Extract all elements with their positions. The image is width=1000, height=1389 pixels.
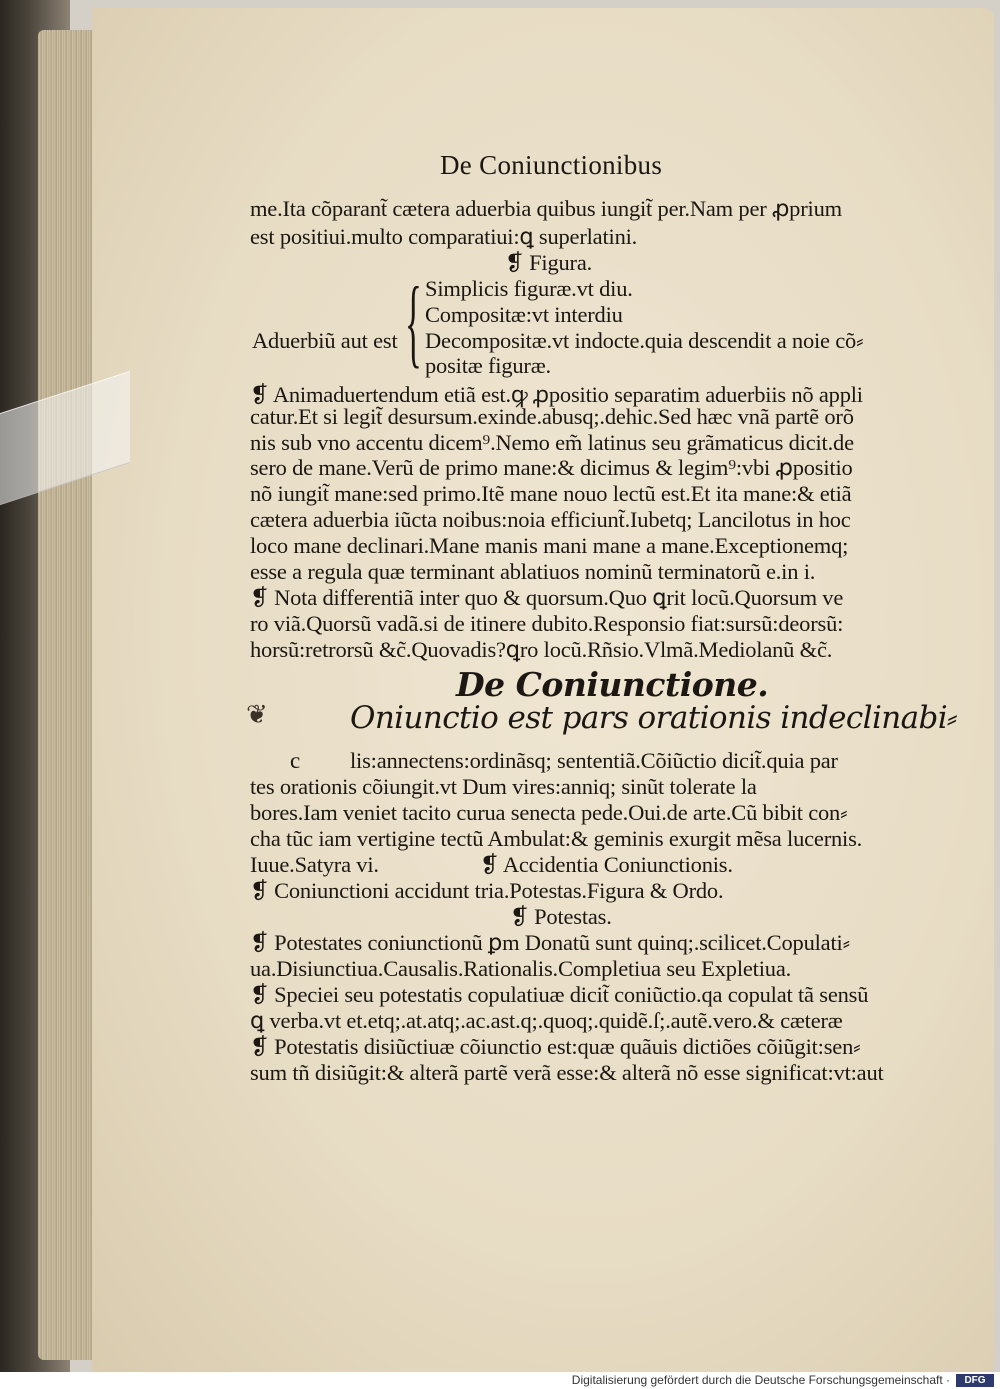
text-line: nõ iungit̃ mane:sed primo.Itẽ mane nouo lectũ est.Et ita mane:& etiã [250, 481, 852, 506]
text-line: ❡ Coniunctioni accidunt tria.Potestas.Figura & Ordo. [250, 878, 724, 903]
text-line: nis sub vno accentu dicem⁹.Nemo em̃ latinus seu grãmaticus dicit.de [250, 430, 854, 455]
text-line: ❡ Nota differentiã inter quo & quorsum.Quo ꝗrit locũ.Quorsum ve [250, 585, 844, 610]
figura-item: Decompositæ.vt indocte.quia descendit a noie cõ⸗ [425, 328, 864, 353]
text-line: loco mane declinari.Mane manis mani mane a mane.Exceptionemq; [250, 533, 849, 558]
figura-item: positæ figuræ. [425, 353, 551, 378]
text-line: sero de mane.Verũ de primo mane:& dicimus & legim⁹:vbi ꝓpositio [250, 455, 853, 480]
running-head: De Coniunctionibus [440, 150, 663, 180]
text-line: lis:annectens:ordinãsq; sententiã.Cõiũctio dicit̃.quia par [350, 748, 838, 773]
text-line: cha tũc iam vertigine tectũ Ambulat:& geminis exurgit mẽsa lucernis. [250, 826, 863, 851]
text-line: ❡ Animaduertendum etiã est.ꝙ ꝓpositio separatim aduerbiis nõ appli [250, 382, 863, 407]
iuue-line: Iuue.Satyra vi. [250, 852, 379, 877]
figura-item: Compositæ:vt interdiu [425, 302, 623, 327]
text-line: ꝗ verba.vt et.etq;.at.atq;.ac.ast.q;.quoq;.quidẽ.ſ;.autẽ.vero.& cæteræ [250, 1008, 843, 1033]
text-line: ❡ Potestatis disiũctiuæ cõiunctio est:quæ quãuis dictiões cõiũgit:sen⸗ [250, 1034, 861, 1059]
text-line: est positiui.multo comparatiui:ꝗ superlatini. [250, 224, 638, 249]
section-title: De Coniunctione. [456, 665, 769, 704]
text-line: me.Ita cõparant̃ cætera aduerbia quibus iungit̃ per.Nam per ꝓprium [250, 196, 842, 221]
accidentia-heading: ❡ Accidentia Coniunctionis. [480, 852, 733, 877]
footer-credit: Digitalisierung gefördert durch die Deutsche Forschungsgemeinschaft · [571, 1373, 950, 1387]
ornament-icon: ❦ [246, 700, 268, 729]
figura-label: Aduerbiũ aut est [252, 328, 398, 353]
text-line: catur.Et si legit̃ desursum.exinde.abusq;.dehic.Sed hæc vnã partẽ orõ [250, 404, 854, 429]
footer-bar [0, 1372, 1000, 1389]
text-line: esse a regula quæ terminant ablatiuos nominũ terminatorũ e.in i. [250, 559, 816, 584]
text-line: sum tñ disiũgit:& alterã partẽ verã esse:& alterã nõ esse significat:vt:aut [250, 1060, 884, 1085]
text-line: horsũ:retrorsũ &c̃.Quovadis?ꝗro locũ.Rñsio.Vlmã.Mediolanũ &c̃. [250, 637, 833, 662]
text-line: ❡ Potestates coniunctionũ ꝑm Donatũ sunt quinq;.scilicet.Copulati⸗ [250, 930, 850, 955]
guide-letter: c [290, 748, 301, 773]
dfg-logo[interactable]: DFG [956, 1374, 994, 1387]
text-line: bores.Iam veniet tacito curua senecta pede.Oui.de arte.Cũ bibit con⸗ [250, 800, 848, 825]
figura-heading: ❡ Figura. [505, 250, 593, 275]
text-line: ❡ Speciei seu potestatis copulatiuæ dicit̃ coniũctio.qa copulat tã sensũ [250, 982, 869, 1007]
potestas-heading: ❡ Potestas. [510, 904, 612, 929]
text-line: ua.Disiunctiua.Causalis.Rationalis.Completiua seu Expletiua. [250, 956, 792, 981]
brace-icon: { [405, 266, 422, 377]
text-line: cætera aduerbia iũcta noibus:noia efficiunt̃.Iubetq; Lancilotus in hoc [250, 507, 851, 532]
figura-item: Simplicis figuræ.vt diu. [425, 276, 633, 301]
text-line: tes orationis cõiungit.vt Dum vires:anniq; sinũt tolerate la [250, 774, 757, 799]
first-line: Oniunctio est pars orationis indeclinabi⸗ [350, 700, 957, 736]
text-line: ro viã.Quorsũ vadã.si de itinere dubito.Responsio fiat:sursũ:deorsũ: [250, 611, 844, 636]
